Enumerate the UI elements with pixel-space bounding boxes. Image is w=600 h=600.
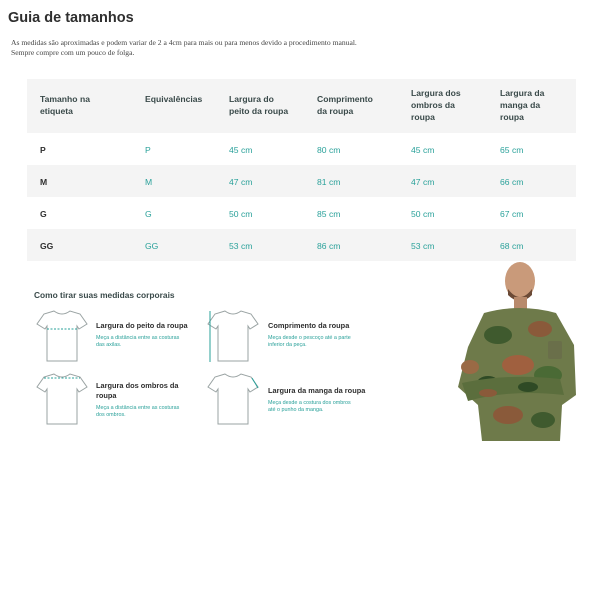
table-row xyxy=(27,197,576,229)
tshirt-shoulder-icon xyxy=(36,371,88,427)
table-cell: 80 cm xyxy=(317,145,341,155)
desc-line: inferior da peça. xyxy=(268,342,307,348)
measure-title-line: roupa xyxy=(96,391,117,400)
note-line: As medidas são aproximadas e podem variar de 2 a 4cm para mais ou para menos devido a procedimento manual. xyxy=(11,38,357,47)
table-cell: 65 cm xyxy=(500,145,524,155)
table-cell: 47 cm xyxy=(411,177,435,187)
header-chest-width xyxy=(229,93,288,117)
howto-title: Como tirar suas medidas corporais xyxy=(34,290,175,300)
header-text: ombros da xyxy=(411,100,455,110)
size-table xyxy=(27,79,576,261)
header-text: Comprimento xyxy=(317,94,373,104)
tshirt-chest-icon xyxy=(36,308,88,364)
header-text: da roupa xyxy=(317,106,354,116)
header-text: Largura do xyxy=(229,94,274,104)
measure-title xyxy=(96,381,179,401)
desc-line: Meça a distância entre as costuras xyxy=(96,405,180,411)
table-cell: 81 cm xyxy=(317,177,341,187)
table-cell: 50 cm xyxy=(411,209,435,219)
header-size-label xyxy=(40,93,90,117)
header-text: roupa xyxy=(500,112,524,122)
measure-title-line: Comprimento da roupa xyxy=(268,321,350,330)
measure-desc xyxy=(96,405,179,419)
desc-line: dos ombros. xyxy=(96,412,126,418)
tshirt-length-icon xyxy=(207,308,259,364)
measure-desc xyxy=(268,400,351,414)
desc-line: até o punho da manga. xyxy=(268,407,324,413)
table-cell: P xyxy=(40,145,46,155)
header-text: manga da xyxy=(500,100,541,110)
table-header-row xyxy=(27,79,576,133)
measure-title-line: Largura dos ombros da xyxy=(96,381,179,390)
desc-line: Meça desde a costura dos ombros xyxy=(268,400,351,406)
page-title: Guia de tamanhos xyxy=(8,10,134,26)
measure-title-line: Largura do peito da roupa xyxy=(96,321,188,330)
table-cell: 86 cm xyxy=(317,241,341,251)
header-text: Largura dos xyxy=(411,88,461,98)
measure-title-line: Largura da manga da roupa xyxy=(268,386,366,395)
desc-line: Meça desde o pescoço até a parte xyxy=(268,335,351,341)
table-cell: 45 cm xyxy=(411,145,435,155)
table-row xyxy=(27,133,576,165)
header-length xyxy=(317,93,373,117)
tshirt-sleeve-icon xyxy=(207,371,259,427)
table-cell: 68 cm xyxy=(500,241,524,251)
measure-title xyxy=(96,321,188,331)
desc-line: das axilas. xyxy=(96,342,122,348)
measure-desc xyxy=(268,335,351,349)
table-row xyxy=(27,165,576,197)
header-shoulder-width xyxy=(411,87,461,123)
measure-title xyxy=(268,386,365,396)
header-sleeve-width xyxy=(500,87,544,123)
table-cell: M xyxy=(40,177,48,187)
model-photo xyxy=(448,255,580,441)
table-cell: 85 cm xyxy=(317,209,341,219)
table-cell: 50 cm xyxy=(229,209,253,219)
table-cell: GG xyxy=(40,241,54,251)
header-text: etiqueta xyxy=(40,106,73,116)
table-cell: 67 cm xyxy=(500,209,524,219)
table-cell: G xyxy=(40,209,47,219)
measure-desc xyxy=(96,335,179,349)
header-text: roupa xyxy=(411,112,435,122)
header-equivalence xyxy=(145,93,202,105)
header-text: Largura da xyxy=(500,88,545,98)
table-cell: G xyxy=(145,209,152,219)
note-line: Sempre compre com um pouco de folga. xyxy=(11,48,135,57)
table-cell: 47 cm xyxy=(229,177,253,187)
table-cell: M xyxy=(145,177,153,187)
table-cell: GG xyxy=(145,241,159,251)
measure-title xyxy=(268,321,349,331)
disclaimer-note xyxy=(11,38,357,58)
desc-line: Meça a distância entre as costuras xyxy=(96,335,180,341)
table-cell: P xyxy=(145,145,151,155)
table-cell: 45 cm xyxy=(229,145,253,155)
header-text: Tamanho na xyxy=(40,94,90,104)
header-text: Equivalências xyxy=(145,94,203,104)
table-cell: 66 cm xyxy=(500,177,524,187)
table-cell: 53 cm xyxy=(229,241,253,251)
header-text: peito da roupa xyxy=(229,106,289,116)
table-cell: 53 cm xyxy=(411,241,435,251)
